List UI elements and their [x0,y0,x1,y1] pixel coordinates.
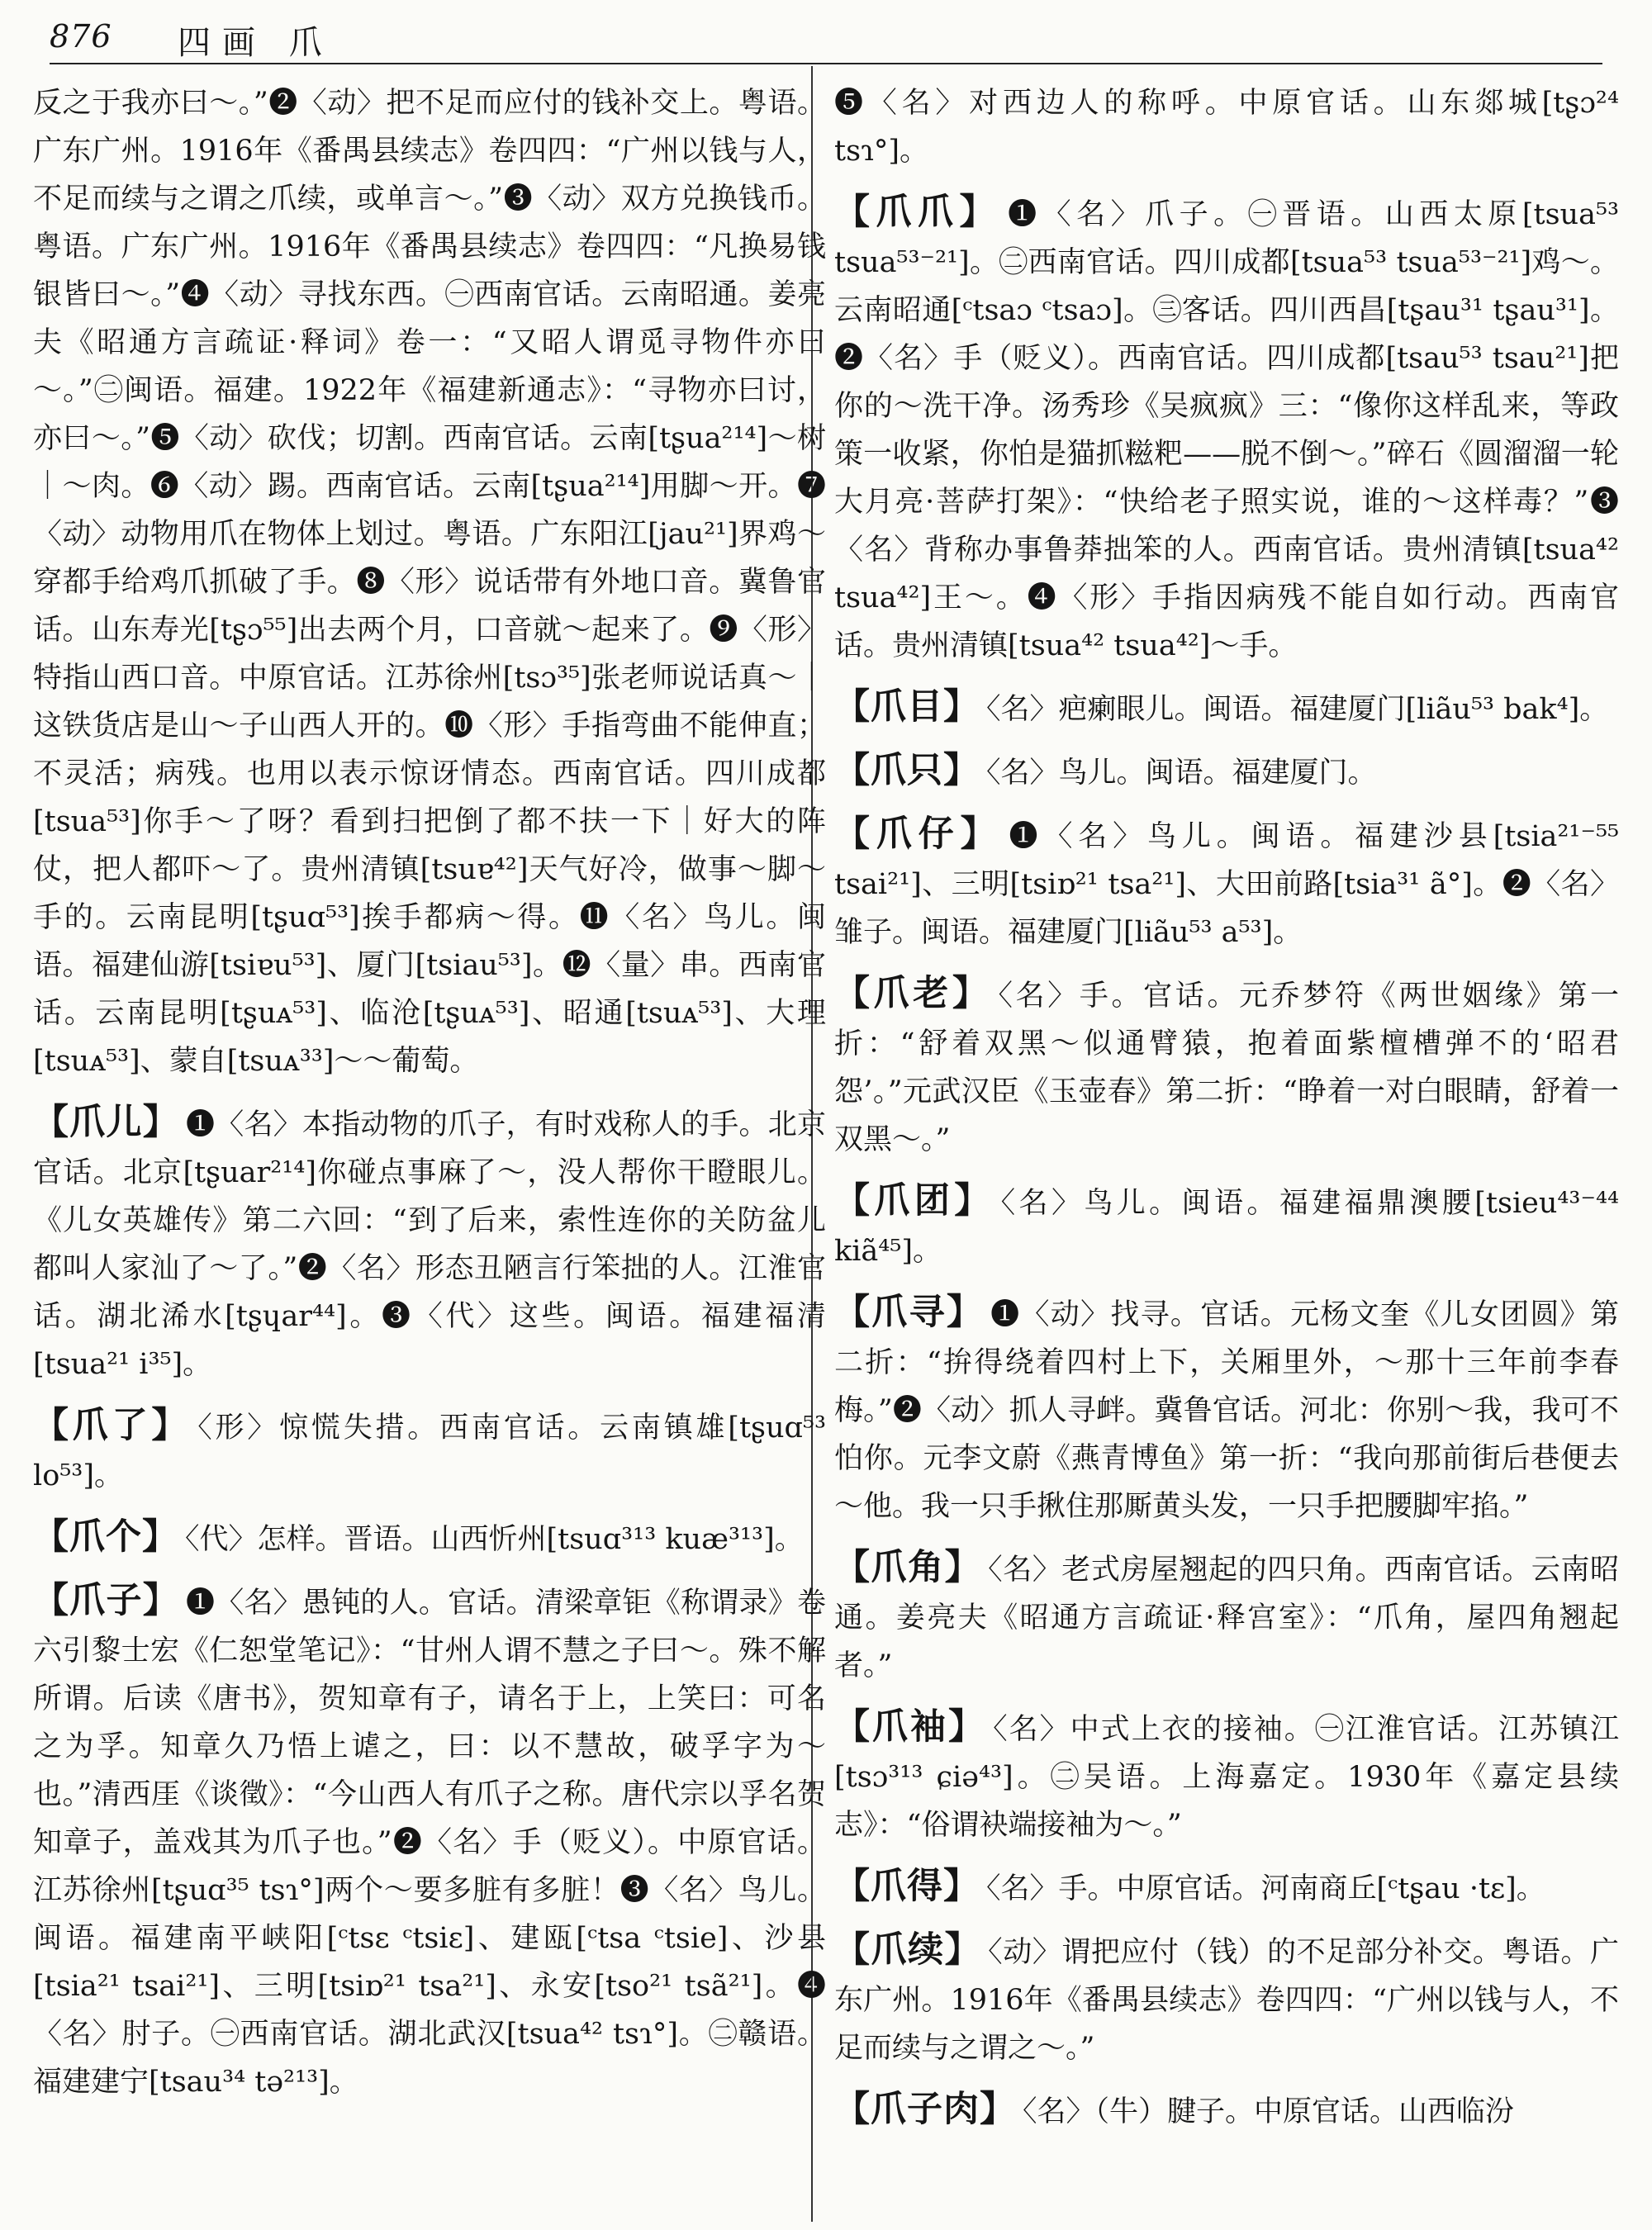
dictionary-entry [834,1177,1619,1275]
header-rule [50,63,1602,64]
entry-body: ❶〈名〉爪子。㊀晋语。山西太原[tsua⁵³ tsua⁵³⁻²¹]。㊁西南官话。四川成都[tsua⁵³ tsua⁵³⁻²¹]鸡～。云南昭通[ᶜtsaɔ ᶜtsaɔ]。㊂客话。四川西昌[tʂau³¹ tʂau³¹]。❷〈名〉手（贬义）。西南官话。四川成都[tsau⁵³ tsau²¹]把你的～洗干净。汤秀珍《吴疯疯》三：“像你这样乱来，等政策一收紧，你怕是猫抓糍粑——脱不倒～。”碎石《圆溜溜一轮大月亮·菩萨打架》：“快给老子照实说，谁的～这样毒？”❸〈名〉背称办事鲁莽拙笨的人。西南官话。贵州清镇[tsua⁴² tsua⁴²]王～。❹〈形〉手指因病残不能自如行动。西南官话。贵州清镇[tsua⁴² tsua⁴²]～手。 [834,198,1619,662]
dictionary-entry [834,2085,1619,2136]
page-title: 四画 爪 [178,24,334,62]
entry-body: 〈名〉疤瘌眼儿。闽语。福建厦门[liãu⁵³ bak⁴]。 [986,693,1609,726]
entry-headword: 【爪仔】 [834,814,1003,855]
dictionary-entry [834,970,1619,1164]
entry-headword: 【爪袖】 [834,1706,987,1748]
page-header [50,15,1602,66]
dictionary-entry [834,79,1619,175]
entry-headword: 【爪爪】 [834,192,1002,233]
entry-body: ❶〈名〉愚钝的人。官话。清梁章钜《称谓录》卷六引黎士宏《仁恕堂笔记》：“甘州人谓不慧之子曰～。殊不解所谓。后读《唐书》，贺知章有子，请名于上，上笑曰：可名之为孚。知章久乃悟上谑之，曰：以不慧故，破孚字为～也。”清西厓《谈徵》：“今山西人有爪子之称。唐代宗以孚名贺知章子，盖戏其为爪子也。”❷〈名〉手（贬义）。中原官话。江苏徐州[tʂuɑ³⁵ tsɿ°]两个～要多脏有多脏！❸〈名〉鸟儿。闽语。福建南平峡阳[ᶜtsɛ ᶜtsiɛ]、建瓯[ᶜtsa ᶜtsie]、沙县[tsia²¹ tsai²¹]、三明[tsiɒ²¹ tsa²¹]、永安[tso²¹ tsã²¹]。❹〈名〉肘子。㊀西南官话。湖北武汉[tsua⁴² tsɿ°]。㊁赣语。福建建宁[tsau³⁴ tə²¹³]。 [33,1587,826,2099]
entry-body: ❶〈名〉鸟儿。闽语。福建沙县[tsia²¹⁻⁵⁵ tsai²¹]、三明[tsiɒ²¹ tsa²¹]、大田前路[tsia³¹ ã°]。❷〈名〉雏子。闽语。福建厦门[liãu⁵³ a⁵³]。 [834,820,1619,949]
entry-body: 〈动〉谓把应付（钱）的不足部分补交。粤语。广东广州。1916年《番禺县续志》卷四四：“广州以钱与人，不足而续与之谓之～。” [834,1936,1619,2065]
entry-body: ❶〈名〉本指动物的爪子，有时戏称人的手。北京官话。北京[tʂuar²¹⁴]你碰点事麻了～，没人帮你干瞪眼儿。《儿女英雄传》第二六回：“到了后来，索性连你的关防盆儿都叫人家汕了～了。”❷〈名〉形态丑陋言行笨拙的人。江淮官话。湖北浠水[tʂɥar⁴⁴]。❸〈代〉这些。闽语。福建福清[tsua²¹ i³⁵]。 [33,1108,826,1381]
dictionary-entry [33,1577,826,2106]
entry-headword: 【爪子】 [33,1580,179,1621]
entry-body: 〈名〉鸟儿。闽语。福建厦门。 [986,757,1377,790]
entry-body: 〈名〉中式上衣的接袖。㊀江淮官话。江苏镇江[tsɔ³¹³ ɕiə⁴³]。㊁吴语。上海嘉定。1930年《嘉定县续志》：“俗谓袂端接袖为～。” [834,1713,1619,1842]
entry-body: 〈代〉怎样。晋语。山西忻州[tsuɑ³¹³ kuæ³¹³]。 [185,1523,804,1556]
right-column [834,79,1619,2218]
entry-headword: 【爪得】 [834,1866,980,1907]
entry-headword: 【爪子肉】 [834,2089,1016,2130]
entry-body: 〈名〉手。中原官话。河南商丘[ᶜtʂau ·tɛ]。 [986,1872,1545,1905]
dictionary-entry [834,1926,1619,2072]
entry-headword: 【爪续】 [834,1929,982,1971]
entry-headword: 【爪寻】 [834,1292,985,1333]
dictionary-entry [834,683,1619,733]
page-number: 876 [50,18,112,55]
entry-headword: 【爪角】 [834,1547,982,1588]
dictionary-entry [33,1098,826,1388]
dictionary-entry [834,1288,1619,1530]
dictionary-entry [33,1513,826,1563]
entry-body: 〈名〉老式房屋翘起的四只角。西南官话。云南昭通。姜亮夫《昭通方言疏证·释宫室》：“爪角，屋四角翘起者。” [834,1554,1619,1682]
dictionary-entry [33,79,826,1085]
entry-body: 〈形〉惊慌失措。西南官话。云南镇雄[tʂuɑ⁵³ lo⁵³]。 [33,1412,826,1492]
entry-body: 〈名〉手。官话。元乔梦符《两世姻缘》第一折：“舒着双黑～似通臂猿，抱着面紫檀槽弹不的‘昭君怨’。”元武汉臣《玉壶春》第二折：“睁着一对白眼睛，舒着一双黑～。” [834,980,1619,1156]
entry-body: 〈名〉鸟儿。闽语。福建福鼎澳腰[tsieu⁴³⁻⁴⁴ kiã⁴⁵]。 [834,1187,1619,1268]
left-column [33,79,826,2218]
entry-body: ❶〈动〉找寻。官话。元杨文奎《儿女团圆》第二折：“拚得绕着四村上下，关厢里外，～那十三年前李春梅。”❷〈动〉抓人寻衅。冀鲁官话。河北：你别～我，我可不怕你。元李文蔚《燕青博鱼》第一折：“我向那前街后巷便去～他。我一只手揪住那厮黄头发，一只手把腰脚牢掐。” [834,1298,1619,1523]
dictionary-entry [33,1402,826,1500]
entry-headword: 【爪了】 [33,1405,192,1446]
entry-body: 〈名〉（牛）腱子。中原官话。山西临汾 [1023,2095,1515,2128]
entry-body: 反之于我亦曰～。”❷〈动〉把不足而应付的钱补交上。粤语。广东广州。1916年《番禺县续志》卷四四：“广州以钱与人，不足而续与之谓之爪续，或单言～。”❸〈动〉双方兑换钱币。粤语。广东广州。1916年《番禺县续志》卷四四：“凡换易钱银皆曰～。”❹〈动〉寻找东西。㊀西南官话。云南昭通。姜亮夫《昭通方言疏证·释词》卷一：“又昭人谓觅寻物件亦曰～。”㊁闽语。福建。1922年《福建新通志》：“寻物亦曰讨，亦曰～。”❺〈动〉砍伐；切割。西南官话。云南[tʂua²¹⁴]～树｜～肉。❻〈动〉踢。西南官话。云南[tʂua²¹⁴]用脚～开。❼〈动〉动物用爪在物体上划过。粤语。广东阳江[jau²¹]界鸡～穿都手给鸡爪抓破了手。❽〈形〉说话带有外地口音。冀鲁官话。山东寿光[tʂɔ⁵⁵]出去两个月，口音就～起来了。❾〈形〉特指山西口音。中原官话。江苏徐州[tsɔ³⁵]张老师说话真～｜这铁货店是山～子山西人开的。❿〈形〉手指弯曲不能伸直；不灵活；病残。也用以表示惊讶情态。西南官话。四川成都[tsua⁵³]你手～了呀？看到扫把倒了都不扶一下｜好大的阵仗，把人都吓～了。贵州清镇[tsuɐ⁴²]天气好冷，做事～脚～手的。云南昆明[tʂuɑ⁵³]挨手都病～得。⓫〈名〉鸟儿。闽语。福建仙游[tsiɐu⁵³]、厦门[tsiau⁵³]。⓬〈量〉串。西南官话。云南昆明[tʂuᴀ⁵³]、临沧[tʂuᴀ⁵³]、昭通[tsuᴀ⁵³]、大理[tsuᴀ⁵³]、蒙自[tsuᴀ³³]～～葡萄。 [33,87,826,1078]
entry-headword: 【爪团】 [834,1180,995,1222]
entry-headword: 【爪老】 [834,973,992,1014]
dictionary-entry [834,1544,1619,1690]
entry-headword: 【爪目】 [834,686,980,728]
dictionary-entry [834,1862,1619,1913]
entry-body: ❺〈名〉对西边人的称呼。中原官话。山东郯城[tʂɔ²⁴ tsɿ°]。 [834,87,1619,168]
entry-headword: 【爪儿】 [33,1102,179,1143]
entry-headword: 【爪只】 [834,750,980,791]
dictionary-entry [834,188,1619,670]
dictionary-entry [834,747,1619,797]
dictionary-entry [834,810,1619,956]
entry-headword: 【爪个】 [33,1516,178,1558]
dictionary-entry [834,1703,1619,1849]
